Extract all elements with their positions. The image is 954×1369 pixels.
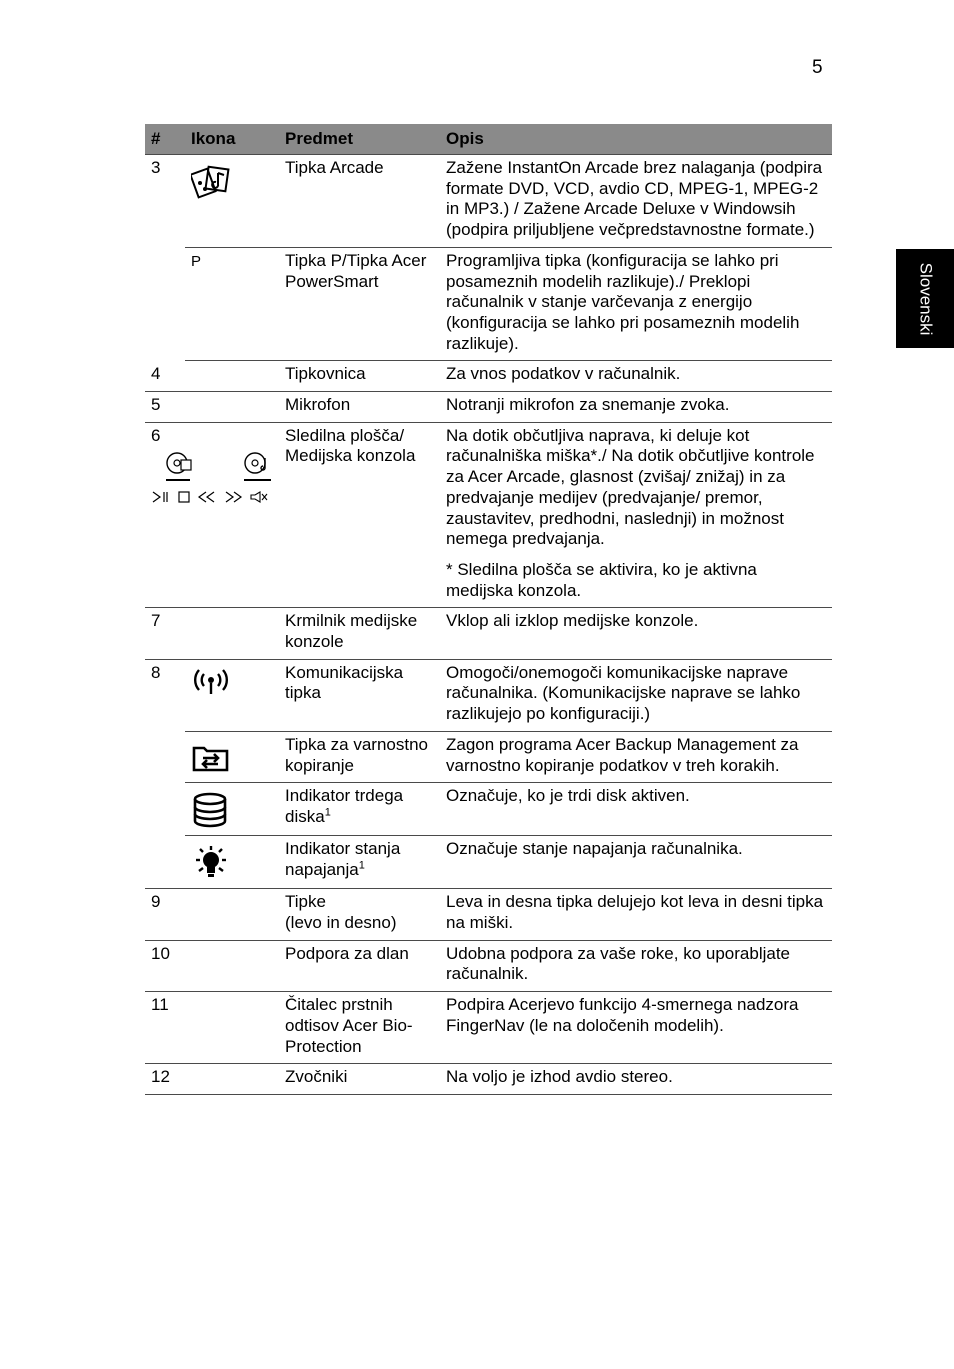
item-name-cell xyxy=(279,836,440,889)
table-row xyxy=(145,247,832,361)
table-row xyxy=(145,659,832,731)
header-item: Predmet xyxy=(279,124,440,155)
icon-cell xyxy=(185,992,279,1064)
icon-cell xyxy=(185,659,279,731)
item-name: Tipka P/Tipka Acer PowerSmart xyxy=(279,247,440,361)
item-description: Za vnos podatkov v računalnik. xyxy=(440,361,832,392)
p-key-icon: P xyxy=(191,252,202,270)
table-row xyxy=(145,155,832,248)
item-name: Tipke (levo in desno) xyxy=(279,889,440,940)
table-row xyxy=(145,422,832,608)
music-icon xyxy=(241,450,275,484)
table-row xyxy=(145,608,832,659)
wireless-icon xyxy=(191,668,231,698)
icon-cell xyxy=(185,940,279,991)
row-number: 7 xyxy=(145,608,185,659)
row-number: 12 xyxy=(145,1064,185,1095)
page-number: 5 xyxy=(812,57,823,78)
stop-icon xyxy=(177,490,191,504)
item-description: Leva in desna tipka delujejo kot leva in desni tipka na miški. xyxy=(440,889,832,940)
table-row xyxy=(145,392,832,423)
row-number: 3 xyxy=(151,158,161,177)
header-icon: Ikona xyxy=(185,124,279,155)
icon-cell xyxy=(185,836,279,889)
header-number: # xyxy=(145,124,185,155)
row-number: 5 xyxy=(145,392,185,423)
item-description: Zažene InstantOn Arcade brez nalaganja (podpira formate DVD, VCD, avdio CD, MPEG-1, MPEG-2 in MP3.) / Zažene Arcade Deluxe v Windowsih (podpira priljubljene večpredstavnostne formate.) xyxy=(440,155,832,248)
row-number: 11 xyxy=(145,992,185,1064)
item-name: Indikator stanja napajanja xyxy=(285,839,401,879)
item-name: Krmilnik medijske konzole xyxy=(279,608,440,659)
icon-cell xyxy=(185,889,279,940)
media-console-icons xyxy=(151,450,275,504)
table-row xyxy=(145,1064,832,1095)
icon-cell xyxy=(185,247,279,361)
item-name: Tipka Arcade xyxy=(279,155,440,248)
row-number: 9 xyxy=(145,889,185,940)
item-description: Označuje, ko je trdi disk aktiven. xyxy=(440,783,832,836)
item-note: * Sledilna plošča se aktivira, ko je aktivna medijska konzola. xyxy=(446,559,757,600)
header-description: Opis xyxy=(440,124,832,155)
table-row xyxy=(145,889,832,940)
spec-table xyxy=(145,124,832,1095)
item-name: Zvočniki xyxy=(279,1064,440,1095)
backup-icon xyxy=(191,740,231,774)
row-number: 10 xyxy=(145,940,185,991)
language-tab-label: Slovenski xyxy=(916,262,936,335)
item-description-cell xyxy=(440,422,832,608)
item-description: Na dotik občutljiva naprava, ki deluje kot računalniška miška*./ Na dotik občutljive kontrole za Acer Arcade, glasnost (zvišaj/ znižaj) in za predvajanje medijev (predvajanje/ premor, zaustavitev, predhodni, naslednji) in možnost nemega predvajanja. xyxy=(446,425,815,549)
item-name: Mikrofon xyxy=(279,392,440,423)
item-name: Čitalec prstnih odtisov Acer Bio-Protection xyxy=(279,992,440,1064)
movie-icon xyxy=(163,450,197,484)
item-description: Označuje stanje napajanja računalnika. xyxy=(440,836,832,889)
item-name: Komunikacijska tipka xyxy=(279,659,440,731)
table-row xyxy=(145,361,832,392)
item-name-cell xyxy=(279,783,440,836)
footnote-marker: 1 xyxy=(324,806,331,819)
row-number: 4 xyxy=(145,361,185,392)
icon-cell xyxy=(185,783,279,836)
footnote-marker: 1 xyxy=(358,859,365,872)
arcade-icon xyxy=(191,163,233,199)
item-name: Indikator trdega diska xyxy=(285,786,404,826)
icon-cell xyxy=(185,731,279,782)
icon-cell xyxy=(185,361,279,392)
row-number: 6 xyxy=(151,425,161,445)
item-description: Omogoči/onemogoči komunikacijske naprave računalnika. (Komunikacijske naprave se lahko razlikujejo po konfiguraciji.) xyxy=(440,659,832,731)
item-description: Udobna podpora za vaše roke, ko uporabljate računalnik. xyxy=(440,940,832,991)
item-name: Tipkovnica xyxy=(279,361,440,392)
icon-cell xyxy=(185,608,279,659)
previous-icon xyxy=(197,490,217,504)
table-row xyxy=(145,731,832,782)
item-name: Podpora za dlan xyxy=(279,940,440,991)
table-row xyxy=(145,992,832,1064)
item-description: Vklop ali izklop medijske konzole. xyxy=(440,608,832,659)
table-row xyxy=(145,940,832,991)
power-indicator-icon xyxy=(191,844,231,882)
item-description: Notranji mikrofon za snemanje zvoka. xyxy=(440,392,832,423)
language-tab xyxy=(896,249,954,348)
icon-cell xyxy=(185,392,279,423)
item-description: Zagon programa Acer Backup Management za varnostno kopiranje podatkov v treh korakih. xyxy=(440,731,832,782)
number-and-icon-cell xyxy=(145,422,279,608)
hdd-icon xyxy=(191,791,231,829)
table-header-row xyxy=(145,124,832,155)
icon-cell xyxy=(185,1064,279,1095)
item-name: Tipka za varnostno kopiranje xyxy=(279,731,440,782)
next-icon xyxy=(223,490,243,504)
item-description: Programljiva tipka (konfiguracija se lahko pri posameznih modelih razlikuje)./ Preklopi računalnik v stanje varčevanja z energijo (konfiguracija se lahko pri posameznih modelih razlikuje). xyxy=(440,247,832,361)
item-description: Na voljo je izhod avdio stereo. xyxy=(440,1064,832,1095)
icon-cell xyxy=(185,155,279,248)
mute-icon xyxy=(249,490,269,504)
item-description: Podpira Acerjevo funkcijo 4-smernega nadzora FingerNav (le na določenih modelih). xyxy=(440,992,832,1064)
row-number: 8 xyxy=(151,662,161,682)
table-row xyxy=(145,836,832,889)
table-row xyxy=(145,783,832,836)
item-name: Sledilna plošča/ Medijska konzola xyxy=(279,422,440,608)
play-pause-icon xyxy=(151,490,171,504)
